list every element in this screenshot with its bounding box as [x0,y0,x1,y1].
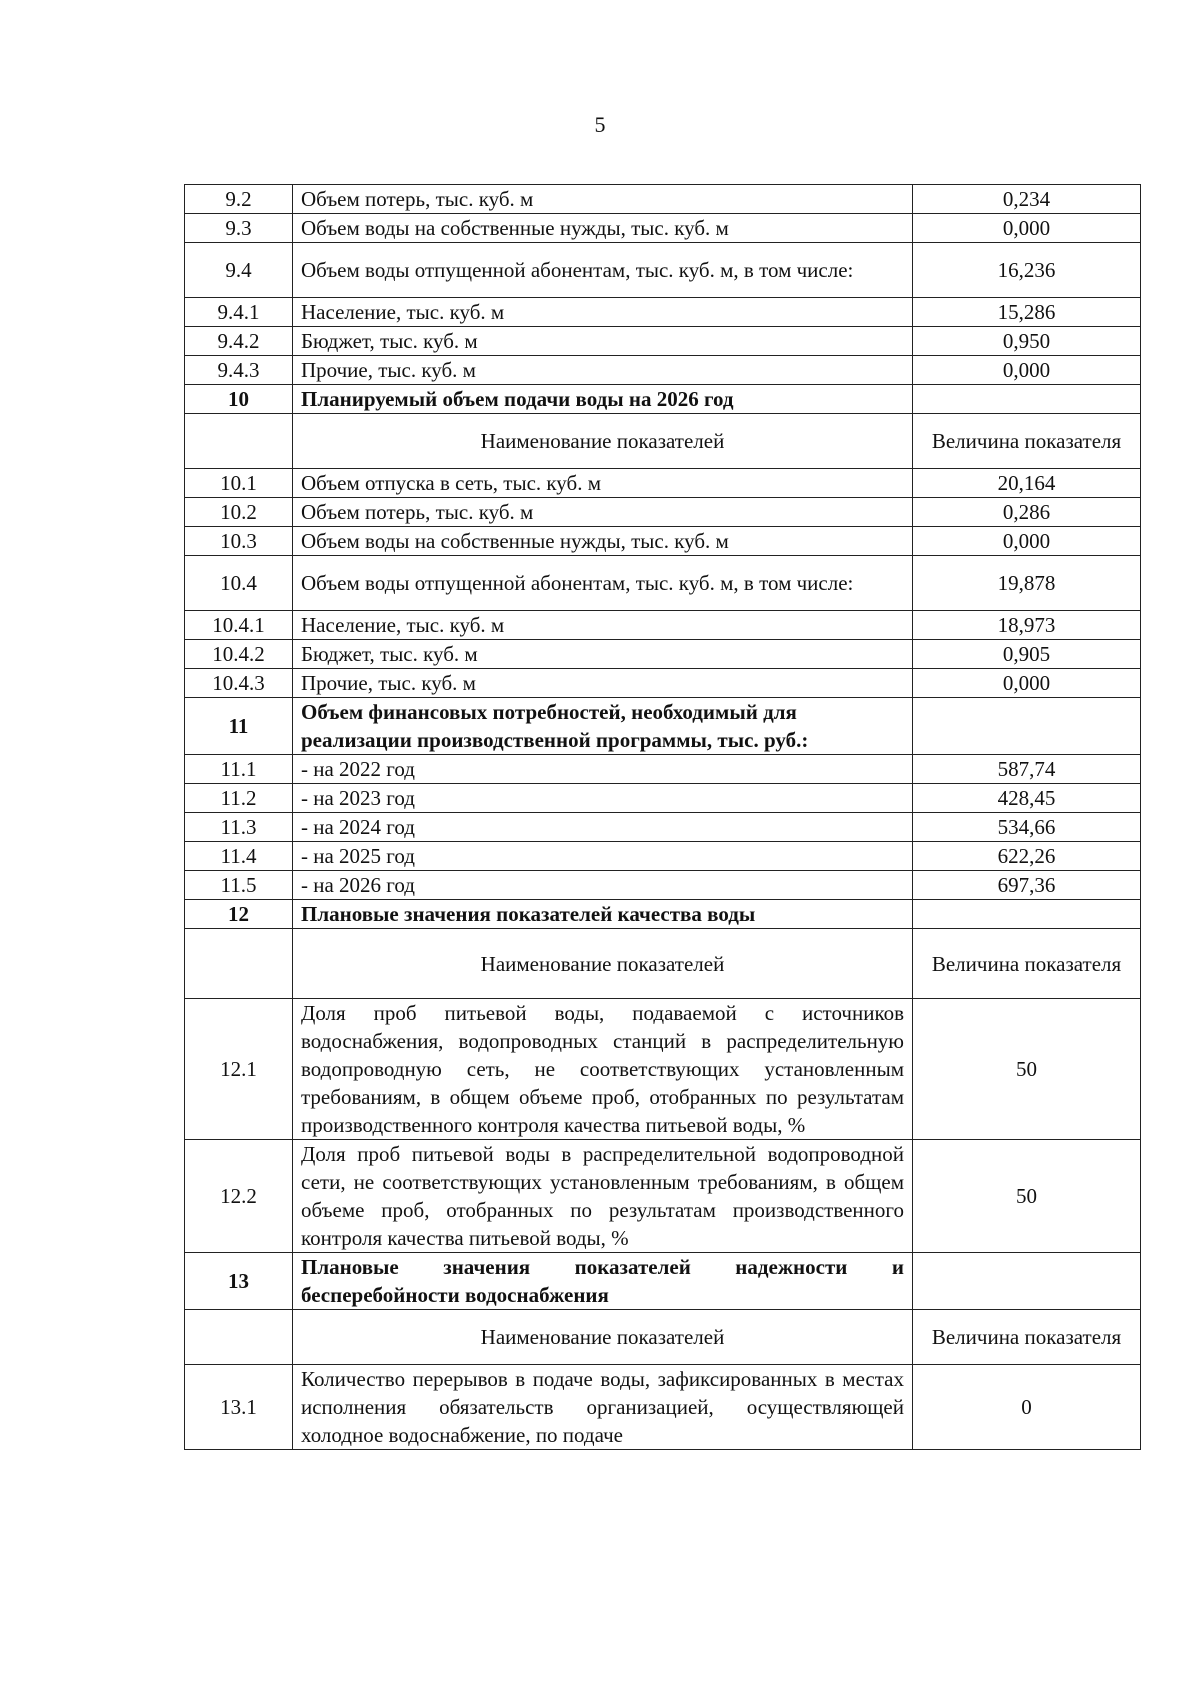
table-row [185,611,1141,640]
section-row [185,385,1141,414]
section-title: Планируемый объем подачи воды на 2026 год [293,385,913,414]
table-row [185,214,1141,243]
table-row [185,327,1141,356]
row-number: 11.3 [185,813,293,842]
table-row [185,1365,1141,1450]
section-title: Плановые значения показателей качества воды [293,900,913,929]
row-number: 10.4.2 [185,640,293,669]
column-header-name: Наименование показателей [293,929,913,999]
table-row [185,871,1141,900]
header-row [185,1310,1141,1365]
header-row [185,929,1141,999]
row-label: Население, тыс. куб. м [293,298,913,327]
section-number: 11 [185,698,293,755]
row-value: 0,000 [913,356,1141,385]
table-row [185,669,1141,698]
row-number [185,414,293,469]
row-value: 0,234 [913,185,1141,214]
row-number: 9.4.1 [185,298,293,327]
row-number: 11.1 [185,755,293,784]
row-label: Бюджет, тыс. куб. м [293,327,913,356]
row-number: 12.2 [185,1140,293,1253]
row-label: - на 2022 год [293,755,913,784]
table-row [185,356,1141,385]
row-label: Объем воды на собственные нужды, тыс. куб. м [293,527,913,556]
table-row [185,243,1141,298]
row-value: 16,236 [913,243,1141,298]
page-number: 5 [594,112,606,137]
table-row [185,527,1141,556]
row-label: Объем потерь, тыс. куб. м [293,498,913,527]
row-number: 11.2 [185,784,293,813]
section-row [185,1253,1141,1310]
section-number: 10 [185,385,293,414]
row-value: 20,164 [913,469,1141,498]
row-value [913,900,1141,929]
row-value: 50 [913,999,1141,1140]
row-label: Бюджет, тыс. куб. м [293,640,913,669]
row-value: 15,286 [913,298,1141,327]
row-label: Объем потерь, тыс. куб. м [293,185,913,214]
row-value: 0,286 [913,498,1141,527]
table-row [185,999,1141,1140]
row-number: 9.4.2 [185,327,293,356]
section-number: 12 [185,900,293,929]
row-label: - на 2026 год [293,871,913,900]
column-header-value: Величина показателя [913,414,1141,469]
row-label: Объем отпуска в сеть, тыс. куб. м [293,469,913,498]
row-value: 622,26 [913,842,1141,871]
row-value: 0,000 [913,527,1141,556]
row-value: 587,74 [913,755,1141,784]
row-number [185,1310,293,1365]
row-number: 10.2 [185,498,293,527]
row-label: Доля проб питьевой воды в распределительной водопроводной сети, не соответствующих установленным требованиям, в общем объеме проб, отобранных по результатам производственного контроля качества питьевой воды, % [293,1140,913,1253]
row-label: - на 2023 год [293,784,913,813]
section-number: 13 [185,1253,293,1310]
row-number: 11.5 [185,871,293,900]
row-label: Объем воды на собственные нужды, тыс. куб. м [293,214,913,243]
table-row [185,842,1141,871]
row-number: 9.2 [185,185,293,214]
row-number [185,929,293,999]
column-header-value: Величина показателя [913,929,1141,999]
row-value: 19,878 [913,556,1141,611]
section-title: Объем финансовых потребностей, необходимый для реализации производственной программы, тыс. руб.: [293,698,913,755]
row-label: Доля проб питьевой воды, подаваемой с источников водоснабжения, водопроводных станций в распределительную водопроводную сеть, не соответствующих установленным требованиям, в общем объеме проб, отобранных по результатам производственного контроля качества питьевой воды, % [293,999,913,1140]
row-value: 0,905 [913,640,1141,669]
row-number: 10.4 [185,556,293,611]
row-label: - на 2024 год [293,813,913,842]
row-number: 9.4 [185,243,293,298]
table-row [185,813,1141,842]
row-value: 0,000 [913,669,1141,698]
section-title: Плановые значения показателей надежности и бесперебойности водоснабжения [293,1253,913,1310]
section-row [185,698,1141,755]
row-number: 10.1 [185,469,293,498]
row-label: Прочие, тыс. куб. м [293,356,913,385]
row-label: Объем воды отпущенной абонентам, тыс. куб. м, в том числе: [293,243,913,298]
table-row [185,1140,1141,1253]
row-value [913,385,1141,414]
row-label: Объем воды отпущенной абонентам, тыс. куб. м, в том числе: [293,556,913,611]
row-label: - на 2025 год [293,842,913,871]
row-label: Население, тыс. куб. м [293,611,913,640]
table-row [185,640,1141,669]
table-row [185,784,1141,813]
row-value [913,1253,1141,1310]
table-row [185,185,1141,214]
row-value: 697,36 [913,871,1141,900]
row-value: 534,66 [913,813,1141,842]
row-number: 11.4 [185,842,293,871]
row-number: 10.4.1 [185,611,293,640]
row-number: 10.3 [185,527,293,556]
header-row [185,414,1141,469]
column-header-name: Наименование показателей [293,414,913,469]
row-value: 428,45 [913,784,1141,813]
column-header-value: Величина показателя [913,1310,1141,1365]
row-number: 9.3 [185,214,293,243]
table-row [185,556,1141,611]
row-value: 0,950 [913,327,1141,356]
row-label: Количество перерывов в подаче воды, зафиксированных в местах исполнения обязательств организацией, осуществляющей холодное водоснабжение, по подаче [293,1365,913,1450]
table-row [185,498,1141,527]
row-number: 13.1 [185,1365,293,1450]
row-value: 0 [913,1365,1141,1450]
row-value: 18,973 [913,611,1141,640]
row-number: 10.4.3 [185,669,293,698]
column-header-name: Наименование показателей [293,1310,913,1365]
table-row [185,298,1141,327]
row-value: 0,000 [913,214,1141,243]
row-label: Прочие, тыс. куб. м [293,669,913,698]
row-number: 12.1 [185,999,293,1140]
row-number: 9.4.3 [185,356,293,385]
indicators-table [184,184,1141,1450]
row-value: 50 [913,1140,1141,1253]
table-row [185,755,1141,784]
table-row [185,469,1141,498]
section-row [185,900,1141,929]
row-value [913,698,1141,755]
